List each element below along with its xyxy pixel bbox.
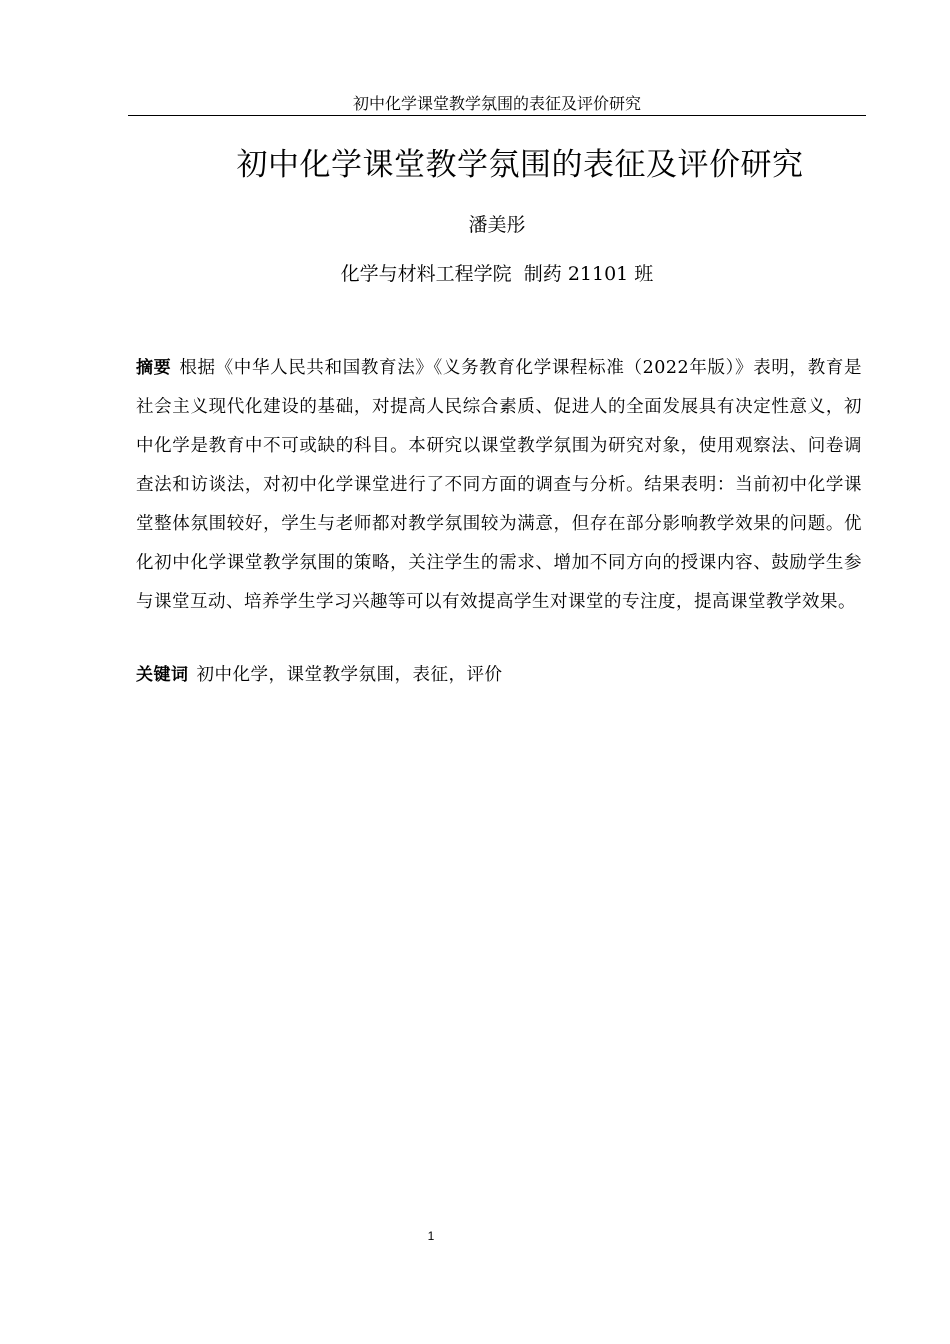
author-affiliation [128,260,866,288]
keywords-section [136,660,862,690]
affiliation-class: 制药 21101 班 [523,263,654,285]
abstract-section [136,349,862,622]
abstract-label: 摘要 [136,358,172,378]
author-name: 潘美彤 [468,214,526,236]
page-number: 1 [427,1229,435,1243]
keywords-label: 关键词 [136,665,189,685]
abstract-text: 根据《中华人民共和国教育法》《义务教育化学课程标准（2022年版）》表明，教育是社会主义现代化建设的基础，对提高人民综合素质、促进人的全面发展具有决定性意义，初中化学是教育中不可或缺的科目。本研究以课堂教学氛围为研究对象，使用观察法、问卷调查法和访谈法，对初中化学课堂进行了不同方面的调查与分析。结果表明：当前初中化学课堂整体氛围较好，学生与老师都对教学氛围较为满意，但存在部分影响教学效果的问题。优化初中化学课堂教学氛围的策略，关注学生的需求、增加不同方向的授课内容、鼓励学生参与课堂互动、培养学生学习兴趣等可以有效提高学生对课堂的专注度，提高课堂教学效果。 [136,358,863,612]
keywords-text: 初中化学，课堂教学氛围，表征，评价 [196,665,503,685]
header-rule [128,115,866,116]
document-title: 初中化学课堂教学氛围的表征及评价研究 [236,147,804,183]
affiliation-school: 化学与材料工程学院 [340,263,512,285]
running-header: 初中化学课堂教学氛围的表征及评价研究 [352,94,641,113]
